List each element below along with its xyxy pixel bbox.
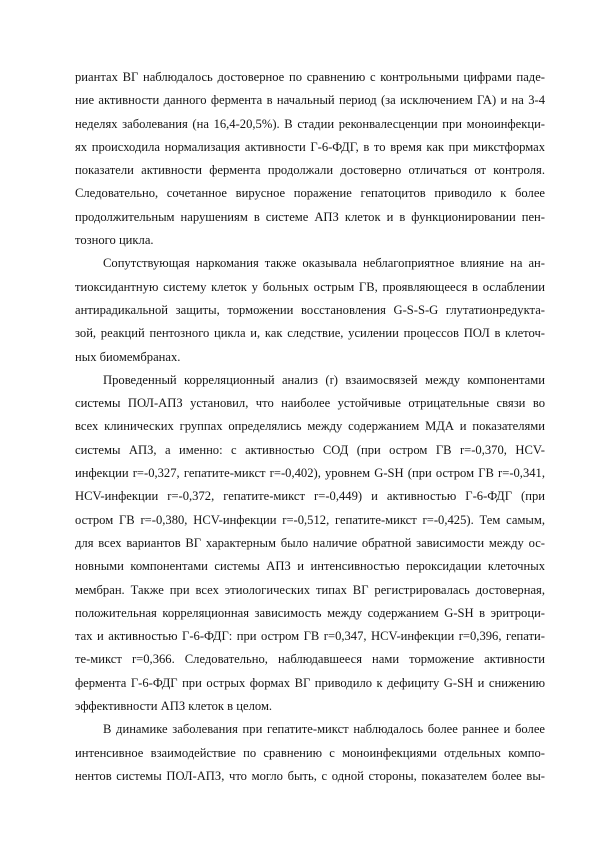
text-line: интенсивное взаимодействие по сравнению с моноинфекциями отдельных компо- [75,745,545,760]
text-line: HCV-инфекции r=-0,372, гепатите-микст r=-0,449) и активностью Г-6-ФДГ (при [75,489,545,504]
text-line: системы ПОЛ-АПЗ установил, что наиболее устойчивые отрицательные связи во [75,396,545,411]
text-line: риантах ВГ наблюдалось достоверное по сравнению с контрольными цифрами паде- [75,70,545,84]
text-line: тиоксидантную систему клеток у больных острым ГВ, проявляющееся в ослаблении [75,279,545,294]
text-line: Проведенный корреляционный анализ (r) взаимосвязей между компонентами [103,372,545,387]
text-line: те-микст r=0,366. Следовательно, наблюдавшееся нами торможение активности [75,652,545,667]
text-line: тозного цикла. [75,233,154,248]
text-line: новными компонентами системы АПЗ и интенсивностью пероксидации клеточных [75,559,545,574]
paragraph [75,369,545,718]
text-line: антирадикальной защиты, торможении восстановления G-S-S-G глутатионредукта- [75,302,545,317]
text-line: зой, реакций пентозного цикла и, как следствие, усилении процессов ПОЛ в клеточ- [75,326,545,341]
paragraph [75,66,545,252]
text-line: системы АПЗ, а именно: с активностью СОД (при остром ГВ r=-0,370, HCV- [75,442,545,457]
text-line: положительная корреляционная зависимость между содержанием G-SH в эритроци- [75,605,545,620]
text-line: всех клинических группах определялись между содержанием МДА и показателями [75,419,545,434]
text-line: остром ГВ r=-0,380, HCV-инфекции r=-0,512, гепатите-микст r=-0,425). Тем самым, [75,512,545,527]
text-line: показатели активности фермента продолжали достоверно отличаться от контроля. [75,163,545,178]
text-line: фермента Г-6-ФДГ при острых формах ВГ приводило к дефициту G-SH и снижению [75,675,545,690]
text-line: ях происходила нормализация активности Г-6-ФДГ, в то время как при микстформах [75,139,545,154]
text-line: Следовательно, сочетанное вирусное поражение гепатоцитов приводило к более [75,186,545,201]
text-line: инфекции r=-0,327, гепатите-микст r=-0,402), уровнем G-SH (при остром ГВ r=-0,341, [75,466,545,481]
text-line: ние активности данного фермента в начальный период (за исключением ГА) и на 3-4 [75,93,545,108]
paragraph [75,718,545,788]
text-line: ных биомембранах. [75,349,181,364]
text-line: продолжительным нарушениям в системе АПЗ клеток и в функционировании пен- [75,209,545,224]
text-line: Сопутствующая наркомания также оказывала неблагоприятное влияние на ан- [103,256,545,271]
text-line: нентов системы ПОЛ-АПЗ, что могло быть, с одной стороны, показателем более вы- [75,768,545,783]
document-page [75,66,545,788]
paragraph [75,252,545,368]
text-line: В динамике заболевания при гепатите-микст наблюдалось более раннее и более [103,722,545,737]
text-line: тах и активностью Г-6-ФДГ: при остром ГВ r=0,347, HCV-инфекции r=0,396, гепати- [75,629,545,644]
text-line: мембран. Также при всех этиологических типах ВГ регистрировалась достоверная, [75,582,545,597]
text-line: для всех вариантов ВГ характерным было наличие обратной зависимости между ос- [75,535,545,550]
text-line: эффективности АПЗ клеток в целом. [75,699,273,714]
text-line: неделях заболевания (на 16,4-20,5%). В стадии реконвалесценции при моноинфекци- [75,116,545,131]
